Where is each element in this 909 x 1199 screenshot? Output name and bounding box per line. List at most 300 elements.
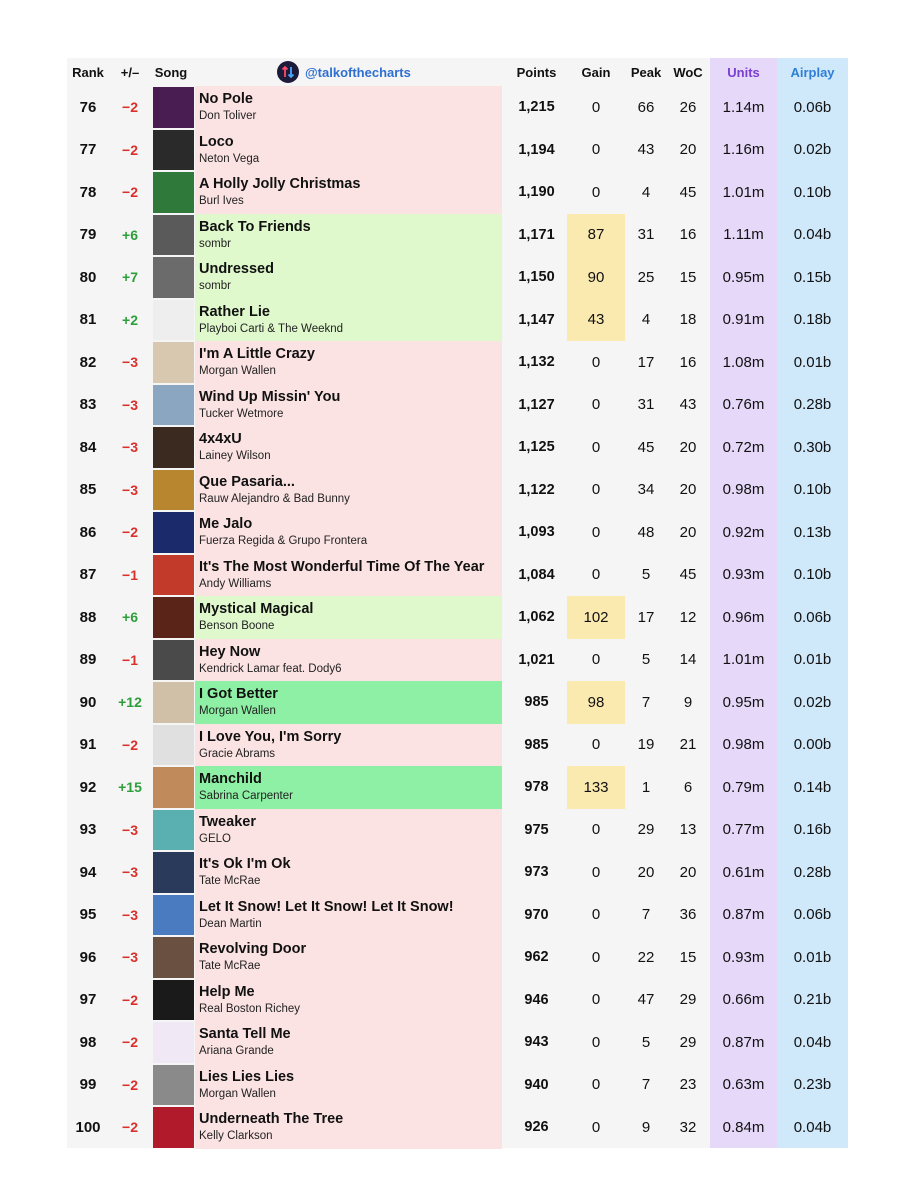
song-title: Let It Snow! Let It Snow! Let It Snow! bbox=[199, 898, 454, 915]
rank-cell: 77 bbox=[79, 141, 97, 159]
song-cell[interactable] bbox=[195, 299, 502, 342]
album-art[interactable] bbox=[153, 1065, 194, 1106]
song-title: Hey Now bbox=[199, 643, 261, 660]
airplay-cell: 0.01b bbox=[793, 651, 832, 669]
units-cell: 0.93m bbox=[722, 566, 765, 584]
units-cell: 1.16m bbox=[722, 141, 765, 159]
gain-cell: 0 bbox=[591, 863, 601, 881]
gain-cell: 0 bbox=[591, 353, 601, 371]
rank-cell: 95 bbox=[79, 906, 97, 924]
units-cell: 0.79m bbox=[722, 778, 765, 796]
gain-cell: 0 bbox=[591, 566, 601, 584]
song-cell[interactable] bbox=[195, 426, 502, 469]
header-gain: Gain bbox=[581, 64, 611, 80]
header-rank: Rank bbox=[72, 64, 104, 80]
units-cell: 0.98m bbox=[722, 481, 765, 499]
album-art[interactable] bbox=[153, 257, 194, 298]
album-art[interactable] bbox=[153, 810, 194, 851]
points-cell: 1,215 bbox=[518, 99, 555, 116]
points-cell: 1,150 bbox=[518, 269, 555, 286]
song-title: Tweaker bbox=[199, 813, 256, 830]
airplay-cell: 0.02b bbox=[793, 693, 832, 711]
peak-cell: 20 bbox=[637, 863, 655, 881]
song-cell[interactable] bbox=[195, 766, 502, 809]
change-cell: +12 bbox=[118, 694, 142, 711]
song-artist: Benson Boone bbox=[199, 620, 275, 632]
album-art[interactable] bbox=[153, 895, 194, 936]
units-cell: 1.01m bbox=[722, 651, 765, 669]
rank-cell: 88 bbox=[79, 608, 97, 626]
units-cell: 0.63m bbox=[722, 1076, 765, 1094]
song-cell[interactable] bbox=[195, 384, 502, 427]
chart-row[interactable] bbox=[67, 936, 848, 979]
woc-cell: 16 bbox=[679, 353, 697, 371]
woc-cell: 15 bbox=[679, 268, 697, 286]
chart-row[interactable] bbox=[67, 894, 848, 937]
woc-cell: 12 bbox=[679, 608, 697, 626]
rank-cell: 85 bbox=[79, 481, 97, 499]
rank-cell: 76 bbox=[79, 98, 97, 116]
gain-cell: 0 bbox=[591, 523, 601, 541]
peak-cell: 17 bbox=[637, 353, 655, 371]
chart-row[interactable] bbox=[67, 171, 848, 214]
chart-row[interactable] bbox=[67, 554, 848, 597]
song-artist: Andy Williams bbox=[199, 577, 272, 590]
chart-row[interactable] bbox=[67, 724, 848, 767]
peak-cell: 45 bbox=[637, 438, 655, 456]
rank-cell: 93 bbox=[79, 821, 97, 839]
peak-cell: 25 bbox=[637, 268, 655, 286]
song-artist: sombr bbox=[199, 280, 231, 292]
rank-cell: 79 bbox=[79, 226, 97, 244]
album-art[interactable] bbox=[153, 1107, 194, 1148]
woc-cell: 9 bbox=[683, 693, 693, 711]
rank-cell: 96 bbox=[79, 948, 97, 966]
points-cell: 985 bbox=[524, 736, 549, 753]
gain-cell: 133 bbox=[567, 766, 625, 809]
song-title: I'm A Little Crazy bbox=[199, 346, 315, 362]
woc-cell: 20 bbox=[679, 523, 697, 541]
song-artist: Playboi Carti & The Weeknd bbox=[199, 322, 344, 335]
gain-cell: 0 bbox=[591, 1076, 601, 1094]
song-artist: Fuerza Regida & Grupo Frontera bbox=[199, 535, 368, 547]
units-cell: 0.91m bbox=[722, 311, 765, 329]
rank-cell: 82 bbox=[79, 353, 97, 371]
header-peak: Peak bbox=[630, 64, 662, 80]
album-art[interactable] bbox=[153, 937, 194, 978]
units-cell: 0.61m bbox=[722, 863, 765, 881]
song-cell[interactable] bbox=[195, 341, 502, 384]
woc-cell: 18 bbox=[679, 311, 697, 329]
gain-cell: 0 bbox=[591, 481, 601, 499]
units-cell: 0.76m bbox=[722, 396, 765, 414]
rank-cell: 81 bbox=[79, 311, 97, 329]
airplay-cell: 0.15b bbox=[793, 268, 832, 286]
song-title: Santa Tell Me bbox=[199, 1026, 291, 1042]
gain-cell: 0 bbox=[591, 1118, 601, 1136]
points-cell: 1,093 bbox=[518, 524, 555, 541]
peak-cell: 7 bbox=[641, 1076, 651, 1094]
points-cell: 943 bbox=[524, 1034, 549, 1051]
song-cell[interactable] bbox=[195, 681, 502, 724]
song-artist: Lainey Wilson bbox=[199, 450, 271, 462]
song-cell[interactable] bbox=[195, 554, 502, 597]
points-cell: 1,171 bbox=[518, 226, 555, 243]
song-title: Back To Friends bbox=[199, 218, 311, 235]
change-cell: −1 bbox=[122, 651, 138, 668]
handle-text: @talkofthecharts bbox=[305, 64, 411, 80]
header-change: +/– bbox=[120, 64, 140, 80]
change-cell: −2 bbox=[122, 141, 138, 158]
chart-row[interactable] bbox=[67, 1021, 848, 1064]
song-title: Mystical Magical bbox=[199, 601, 314, 617]
chart-row[interactable] bbox=[67, 681, 848, 724]
peak-cell: 4 bbox=[641, 311, 651, 329]
points-cell: 940 bbox=[524, 1076, 549, 1093]
change-cell: +15 bbox=[118, 779, 142, 796]
peak-cell: 47 bbox=[637, 991, 655, 1009]
song-title: Revolving Door bbox=[199, 941, 307, 957]
peak-cell: 31 bbox=[637, 226, 655, 244]
units-cell: 1.11m bbox=[723, 226, 764, 244]
chart-row[interactable] bbox=[67, 86, 848, 129]
gain-cell: 0 bbox=[591, 438, 601, 456]
points-cell: 1,127 bbox=[518, 396, 555, 413]
song-title: Que Pasaria... bbox=[199, 473, 295, 490]
song-artist: Gracie Abrams bbox=[199, 747, 276, 760]
chart-row[interactable] bbox=[67, 384, 848, 427]
chart-row[interactable] bbox=[67, 596, 848, 639]
woc-cell: 20 bbox=[679, 481, 697, 499]
woc-cell: 16 bbox=[679, 226, 697, 244]
chart-row[interactable] bbox=[67, 469, 848, 512]
song-cell[interactable] bbox=[195, 596, 502, 639]
units-cell: 0.92m bbox=[722, 523, 765, 541]
song-cell[interactable] bbox=[195, 936, 502, 979]
song-title: Undressed bbox=[199, 261, 274, 277]
units-cell: 0.72m bbox=[722, 438, 765, 456]
points-cell: 926 bbox=[524, 1119, 549, 1136]
song-artist: Sabrina Carpenter bbox=[199, 790, 293, 802]
album-art[interactable] bbox=[153, 597, 194, 638]
song-cell[interactable] bbox=[195, 171, 502, 214]
units-cell: 0.87m bbox=[722, 1033, 765, 1051]
chart-row[interactable] bbox=[67, 341, 848, 384]
woc-cell: 32 bbox=[679, 1118, 697, 1136]
change-cell: −2 bbox=[122, 1034, 138, 1051]
woc-cell: 45 bbox=[679, 183, 697, 201]
peak-cell: 1 bbox=[641, 778, 651, 796]
album-art[interactable] bbox=[153, 852, 194, 893]
account-handle bbox=[277, 58, 411, 86]
album-art[interactable] bbox=[153, 470, 194, 511]
airplay-cell: 0.04b bbox=[793, 226, 832, 244]
song-cell[interactable] bbox=[195, 1106, 502, 1149]
airplay-cell: 0.04b bbox=[793, 1033, 832, 1051]
airplay-cell: 0.04b bbox=[793, 1118, 832, 1136]
album-art[interactable] bbox=[153, 640, 194, 681]
points-cell: 1,062 bbox=[518, 609, 555, 626]
gain-cell: 0 bbox=[591, 396, 601, 414]
song-artist: Dean Martin bbox=[199, 917, 262, 930]
airplay-cell: 0.06b bbox=[793, 906, 832, 924]
album-art[interactable] bbox=[153, 767, 194, 808]
song-artist: Rauw Alejandro & Bad Bunny bbox=[199, 492, 350, 505]
rank-cell: 86 bbox=[79, 523, 97, 541]
song-cell[interactable] bbox=[195, 214, 502, 257]
change-cell: +6 bbox=[122, 609, 138, 626]
song-title: It's Ok I'm Ok bbox=[199, 856, 291, 872]
song-title: Manchild bbox=[199, 771, 262, 787]
points-cell: 1,084 bbox=[518, 566, 555, 583]
points-cell: 1,125 bbox=[518, 439, 555, 456]
song-cell[interactable] bbox=[195, 86, 502, 129]
album-art[interactable] bbox=[153, 1022, 194, 1063]
album-art[interactable] bbox=[153, 512, 194, 553]
header-song: Song bbox=[154, 64, 188, 80]
song-title: Loco bbox=[199, 133, 234, 150]
song-title: I Got Better bbox=[199, 686, 278, 702]
song-cell[interactable] bbox=[195, 256, 502, 299]
points-cell: 1,122 bbox=[518, 481, 555, 498]
peak-cell: 34 bbox=[637, 481, 655, 499]
points-cell: 985 bbox=[524, 694, 549, 711]
woc-cell: 20 bbox=[679, 863, 697, 881]
chart-row[interactable] bbox=[67, 426, 848, 469]
peak-cell: 17 bbox=[637, 608, 655, 626]
song-cell[interactable] bbox=[195, 894, 502, 937]
song-cell[interactable] bbox=[195, 724, 502, 767]
album-art[interactable] bbox=[153, 342, 194, 383]
chart-row[interactable] bbox=[67, 766, 848, 809]
chart-row[interactable] bbox=[67, 979, 848, 1022]
rank-cell: 84 bbox=[79, 438, 97, 456]
peak-cell: 43 bbox=[637, 141, 655, 159]
woc-cell: 15 bbox=[679, 948, 697, 966]
change-cell: −3 bbox=[122, 821, 138, 838]
gain-cell: 0 bbox=[591, 736, 601, 754]
album-art[interactable] bbox=[153, 87, 194, 128]
song-cell[interactable] bbox=[195, 1021, 502, 1064]
chart-row[interactable] bbox=[67, 1064, 848, 1107]
gain-cell: 0 bbox=[591, 821, 601, 839]
peak-cell: 22 bbox=[637, 948, 655, 966]
change-cell: +7 bbox=[122, 269, 138, 286]
song-title: It's The Most Wonderful Time Of The Year bbox=[199, 558, 485, 575]
album-art[interactable] bbox=[153, 555, 194, 596]
song-cell[interactable] bbox=[195, 1064, 502, 1107]
points-cell: 1,021 bbox=[518, 651, 555, 668]
chart-row[interactable] bbox=[67, 214, 848, 257]
peak-cell: 5 bbox=[641, 1033, 651, 1051]
peak-cell: 29 bbox=[637, 821, 655, 839]
change-cell: −2 bbox=[122, 184, 138, 201]
chart-row[interactable] bbox=[67, 129, 848, 172]
gain-cell: 0 bbox=[591, 141, 601, 159]
song-cell[interactable] bbox=[195, 809, 502, 852]
rank-cell: 78 bbox=[79, 183, 97, 201]
points-cell: 970 bbox=[524, 906, 549, 923]
song-cell[interactable] bbox=[195, 129, 502, 172]
song-artist: Don Toliver bbox=[199, 110, 257, 122]
woc-cell: 29 bbox=[679, 991, 697, 1009]
gain-cell: 43 bbox=[567, 299, 625, 342]
woc-cell: 13 bbox=[679, 821, 697, 839]
album-art[interactable] bbox=[153, 385, 194, 426]
arrows-logo-icon bbox=[277, 61, 299, 83]
units-cell: 0.95m bbox=[722, 693, 765, 711]
points-cell: 978 bbox=[524, 779, 549, 796]
rank-cell: 90 bbox=[79, 693, 97, 711]
album-art[interactable] bbox=[153, 725, 194, 766]
gain-cell: 0 bbox=[591, 98, 601, 116]
song-title: A Holly Jolly Christmas bbox=[199, 176, 361, 192]
change-cell: −2 bbox=[122, 736, 138, 753]
units-cell: 0.84m bbox=[722, 1118, 765, 1136]
airplay-cell: 0.16b bbox=[793, 821, 832, 839]
chart-row[interactable] bbox=[67, 299, 848, 342]
points-cell: 973 bbox=[524, 864, 549, 881]
units-cell: 1.14m bbox=[722, 98, 765, 116]
rank-cell: 91 bbox=[79, 736, 97, 754]
rank-cell: 89 bbox=[79, 651, 97, 669]
airplay-cell: 0.30b bbox=[793, 438, 832, 456]
airplay-cell: 0.28b bbox=[793, 396, 832, 414]
peak-cell: 31 bbox=[637, 396, 655, 414]
chart-row[interactable] bbox=[67, 639, 848, 682]
header-woc: WoC bbox=[673, 64, 703, 80]
album-art[interactable] bbox=[153, 215, 194, 256]
gain-cell: 0 bbox=[591, 651, 601, 669]
song-artist: Ariana Grande bbox=[199, 1045, 274, 1057]
song-cell[interactable] bbox=[195, 469, 502, 512]
song-cell[interactable] bbox=[195, 851, 502, 894]
song-artist: Burl Ives bbox=[199, 195, 244, 207]
airplay-cell: 0.18b bbox=[793, 311, 832, 329]
change-cell: −2 bbox=[122, 99, 138, 116]
song-cell[interactable] bbox=[195, 979, 502, 1022]
points-cell: 962 bbox=[524, 949, 549, 966]
airplay-cell: 0.10b bbox=[793, 566, 832, 584]
chart-row[interactable] bbox=[67, 511, 848, 554]
airplay-cell: 0.10b bbox=[793, 183, 832, 201]
song-title: 4x4xU bbox=[199, 431, 242, 447]
airplay-cell: 0.13b bbox=[793, 523, 832, 541]
airplay-cell: 0.23b bbox=[793, 1076, 832, 1094]
gain-cell: 0 bbox=[591, 906, 601, 924]
chart-row[interactable] bbox=[67, 1106, 848, 1149]
album-art[interactable] bbox=[153, 427, 194, 468]
units-cell: 0.87m bbox=[722, 906, 765, 924]
change-cell: +6 bbox=[122, 226, 138, 243]
gain-cell: 0 bbox=[591, 991, 601, 1009]
album-art[interactable] bbox=[153, 172, 194, 213]
song-title: Wind Up Missin' You bbox=[199, 388, 341, 405]
airplay-cell: 0.02b bbox=[793, 141, 832, 159]
woc-cell: 6 bbox=[683, 778, 693, 796]
song-title: Rather Lie bbox=[199, 303, 270, 320]
airplay-cell: 0.01b bbox=[793, 948, 832, 966]
change-cell: −1 bbox=[122, 566, 138, 583]
header-airplay: Airplay bbox=[790, 64, 835, 80]
points-cell: 1,190 bbox=[518, 184, 555, 201]
units-cell: 0.95m bbox=[722, 268, 765, 286]
gain-cell: 0 bbox=[591, 183, 601, 201]
song-artist: Neton Vega bbox=[199, 152, 260, 165]
peak-cell: 19 bbox=[637, 736, 655, 754]
airplay-cell: 0.10b bbox=[793, 481, 832, 499]
change-cell: −2 bbox=[122, 1076, 138, 1093]
airplay-cell: 0.14b bbox=[793, 778, 832, 796]
woc-cell: 20 bbox=[679, 438, 697, 456]
gain-cell: 0 bbox=[591, 948, 601, 966]
airplay-cell: 0.01b bbox=[793, 353, 832, 371]
woc-cell: 26 bbox=[679, 98, 697, 116]
peak-cell: 4 bbox=[641, 183, 651, 201]
song-artist: Tate McRae bbox=[199, 875, 261, 887]
peak-cell: 9 bbox=[641, 1118, 651, 1136]
units-cell: 0.98m bbox=[722, 736, 765, 754]
song-title: Lies Lies Lies bbox=[199, 1068, 295, 1085]
rank-cell: 100 bbox=[75, 1118, 101, 1136]
song-artist: Morgan Wallen bbox=[199, 1087, 276, 1100]
change-cell: +2 bbox=[122, 311, 138, 328]
song-title: No Pole bbox=[199, 91, 253, 107]
change-cell: −3 bbox=[122, 481, 138, 498]
chart-row[interactable] bbox=[67, 256, 848, 299]
song-artist: GELO bbox=[199, 832, 231, 845]
song-artist: Kelly Clarkson bbox=[199, 1130, 273, 1142]
peak-cell: 48 bbox=[637, 523, 655, 541]
song-cell[interactable] bbox=[195, 511, 502, 554]
points-cell: 1,147 bbox=[518, 311, 555, 328]
rank-cell: 87 bbox=[79, 566, 97, 584]
album-art[interactable] bbox=[153, 300, 194, 341]
woc-cell: 21 bbox=[679, 736, 697, 754]
peak-cell: 7 bbox=[641, 906, 651, 924]
song-title: Help Me bbox=[199, 983, 255, 1000]
gain-cell: 0 bbox=[591, 1033, 601, 1051]
album-art[interactable] bbox=[153, 130, 194, 171]
album-art[interactable] bbox=[153, 682, 194, 723]
song-title: Me Jalo bbox=[199, 516, 253, 532]
album-art[interactable] bbox=[153, 980, 194, 1021]
woc-cell: 20 bbox=[679, 141, 697, 159]
woc-cell: 29 bbox=[679, 1033, 697, 1051]
rank-cell: 99 bbox=[79, 1076, 97, 1094]
points-cell: 975 bbox=[524, 821, 549, 838]
change-cell: −3 bbox=[122, 354, 138, 371]
rank-cell: 92 bbox=[79, 778, 97, 796]
airplay-cell: 0.06b bbox=[793, 608, 832, 626]
rank-cell: 94 bbox=[79, 863, 97, 881]
peak-cell: 7 bbox=[641, 693, 651, 711]
rank-cell: 98 bbox=[79, 1033, 97, 1051]
rank-cell: 80 bbox=[79, 268, 97, 286]
song-artist: Kendrick Lamar feat. Dody6 bbox=[199, 662, 342, 675]
song-cell[interactable] bbox=[195, 639, 502, 682]
gain-cell: 98 bbox=[567, 681, 625, 724]
airplay-cell: 0.06b bbox=[793, 98, 832, 116]
change-cell: −3 bbox=[122, 396, 138, 413]
gain-cell: 87 bbox=[567, 214, 625, 257]
units-cell: 0.66m bbox=[722, 991, 765, 1009]
chart-row[interactable] bbox=[67, 851, 848, 894]
header-points: Points bbox=[516, 64, 557, 80]
song-artist: Tate McRae bbox=[199, 960, 261, 972]
chart-row[interactable] bbox=[67, 809, 848, 852]
chart-table bbox=[67, 58, 848, 1148]
